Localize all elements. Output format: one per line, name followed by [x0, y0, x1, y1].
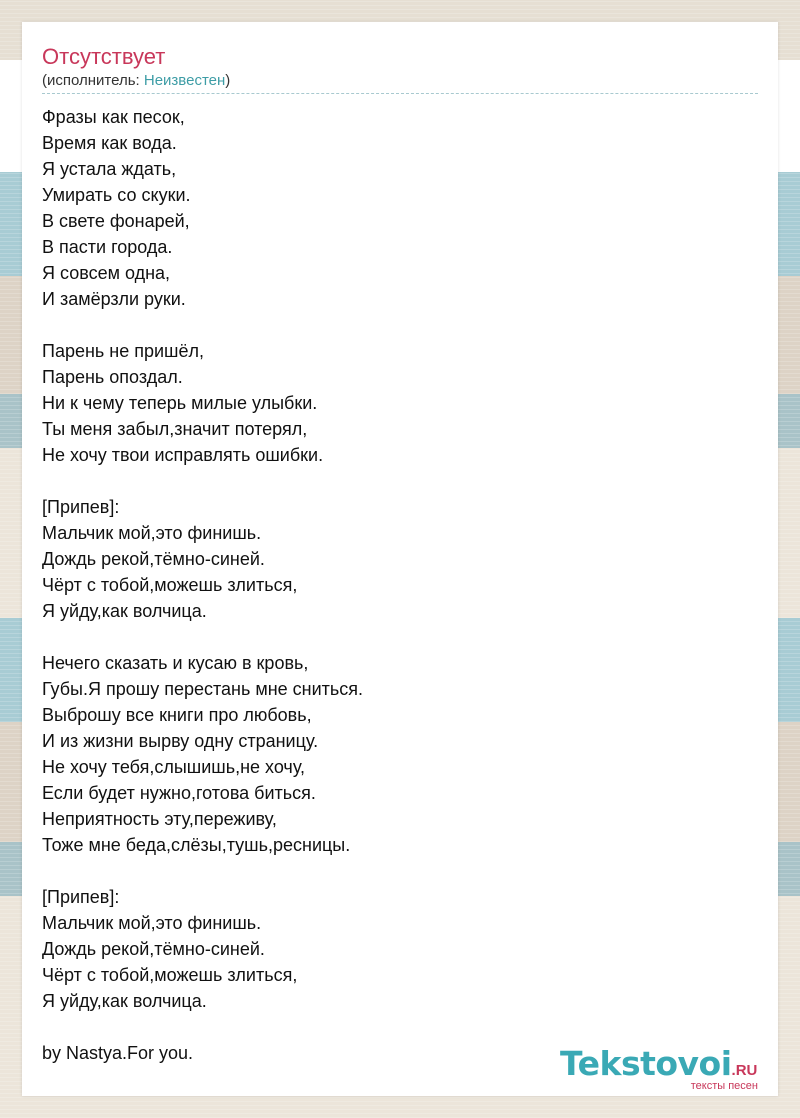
lyrics-line: Парень опоздал. — [42, 367, 183, 387]
lyrics-line: Я уйду,как волчица. — [42, 991, 207, 1011]
lyrics-line: В свете фонарей, — [42, 211, 190, 231]
lyrics-line: И замёрзли руки. — [42, 289, 186, 309]
lyrics-page — [22, 22, 778, 1096]
lyrics-line: [Припев]: — [42, 497, 120, 517]
lyrics-line: Я уйду,как волчица. — [42, 601, 207, 621]
logo-name: Tekstovoi — [560, 1044, 732, 1083]
lyrics-line: Не хочу тебя,слышишь,не хочу, — [42, 757, 306, 777]
lyrics-line: Ты меня забыл,значит потерял, — [42, 419, 308, 439]
lyrics-stanza — [42, 338, 758, 468]
artist-link[interactable]: Неизвестен — [143, 72, 226, 89]
lyrics-stanza — [42, 494, 758, 624]
lyrics-stanza — [42, 884, 758, 1014]
lyrics-line: Губы.Я прошу перестань мне сниться. — [42, 679, 364, 699]
lyrics-line: Парень не пришёл, — [42, 341, 205, 361]
lyrics-line: Если будет нужно,готова биться. — [42, 783, 316, 803]
lyrics-line: Тоже мне беда,слёзы,тушь,ресницы. — [42, 835, 351, 855]
song-title: Отсутствует — [42, 44, 166, 69]
artist-line — [42, 72, 230, 90]
lyrics-stanza — [42, 650, 758, 858]
lyrics-body — [42, 104, 758, 1066]
lyrics-stanza — [42, 104, 758, 312]
lyrics-line: Я устала ждать, — [42, 159, 177, 179]
artist-suffix: ) — [225, 72, 231, 89]
lyrics-line: В пасти города. — [42, 237, 173, 257]
logo-tagline: тексты песен — [690, 1080, 758, 1092]
lyrics-line: Мальчик мой,это финишь. — [42, 913, 262, 933]
lyrics-line: Чёрт с тобой,можешь злиться, — [42, 965, 298, 985]
lyrics-line: Ни к чему теперь милые улыбки. — [42, 393, 318, 413]
lyrics-line: И из жизни вырву одну страницу. — [42, 731, 319, 751]
lyrics-line: Неприятность эту,переживу, — [42, 809, 277, 829]
lyrics-line: Фразы как песок, — [42, 107, 185, 127]
lyrics-line: Выброшу все книги про любовь, — [42, 705, 312, 725]
lyrics-line: Дождь рекой,тёмно-синей. — [42, 549, 265, 569]
title-divider — [42, 93, 758, 94]
site-logo[interactable] — [560, 1046, 770, 1092]
lyrics-line: Мальчик мой,это финишь. — [42, 523, 262, 543]
logo-tld: .RU — [731, 1062, 758, 1079]
lyrics-line: Нечего сказать и кусаю в кровь, — [42, 653, 309, 673]
lyrics-line: Дождь рекой,тёмно-синей. — [42, 939, 265, 959]
lyrics-line: Я совсем одна, — [42, 263, 171, 283]
lyrics-line: [Припев]: — [42, 887, 120, 907]
lyrics-line: Чёрт с тобой,можешь злиться, — [42, 575, 298, 595]
stanza-list — [42, 104, 758, 1014]
lyrics-line: Умирать со скуки. — [42, 185, 191, 205]
lyrics-line: Время как вода. — [42, 133, 177, 153]
lyrics-byline: by Nastya.For you. — [42, 1043, 194, 1063]
artist-prefix: (исполнитель: — [42, 72, 144, 89]
lyrics-line: Не хочу твои исправлять ошибки. — [42, 445, 324, 465]
